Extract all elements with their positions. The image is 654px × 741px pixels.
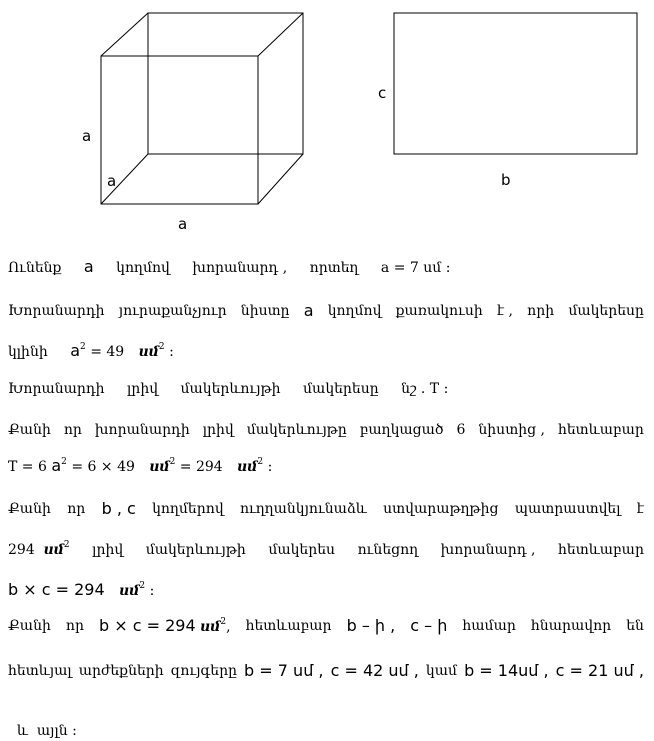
p4-l2-end: : xyxy=(267,459,273,475)
p5-word: ուղղանկյունաձև xyxy=(239,501,367,517)
p5-word-vars: b , c xyxy=(101,499,136,518)
p5-l2-num: 294 xyxy=(8,542,35,558)
cube-front-face xyxy=(101,56,258,204)
p1-line xyxy=(8,257,646,278)
p5-l3-sup: 2 xyxy=(139,581,146,591)
cube-edge-bottom-right xyxy=(258,154,303,204)
p5-l3-end: : xyxy=(149,583,155,599)
p5-word: կողմերով xyxy=(152,501,224,517)
p2-l2-end: : xyxy=(169,344,174,360)
p3-word: նշ . T : xyxy=(401,381,449,397)
p4-l2-sup2: 2 xyxy=(257,457,264,467)
p4-l2-a: T = 6 xyxy=(8,459,47,475)
p6-word: հետևաբար xyxy=(245,618,332,634)
p6-word-var: c – ի xyxy=(410,616,448,635)
p4-line2 xyxy=(8,456,646,477)
cube-edge-top-left xyxy=(101,13,148,56)
cube-label-depth: a xyxy=(107,172,117,190)
p2-word-var: a xyxy=(303,301,314,320)
p6-l3: և այլն : xyxy=(16,723,77,739)
p5-line1 xyxy=(8,499,644,519)
p5-word: որ xyxy=(67,501,86,517)
p5-line3 xyxy=(8,580,646,601)
p3-word: մակերևույթի xyxy=(180,381,281,397)
cube-label-left: a xyxy=(82,127,92,145)
p6-word: Քանի xyxy=(8,618,51,634)
p4-word: խորանարդի xyxy=(94,422,190,438)
p2-l2-unit: սմ xyxy=(138,344,159,360)
p5-word: ստվարաթղթից xyxy=(383,501,499,517)
p6-word: որ xyxy=(65,618,84,634)
p5-l2-unit: սմ xyxy=(43,542,64,558)
p6-l2-word: զույգերը xyxy=(170,663,237,679)
p5-word: պատրաստվել xyxy=(514,501,621,517)
p4-word: լրիվ xyxy=(202,422,234,438)
p6-word: են xyxy=(626,618,644,634)
p2-word: է , xyxy=(496,303,513,319)
p5-l2-word: մակերես xyxy=(268,542,336,558)
p6-l2-word: հետևյալ xyxy=(8,663,72,679)
p2-word: որի xyxy=(527,303,555,319)
p6-line3 xyxy=(8,701,646,741)
p2-word: քառակուսի xyxy=(395,303,483,319)
p6-unit-group xyxy=(99,616,231,637)
figures xyxy=(0,0,654,240)
p3-word: լրիվ xyxy=(127,381,159,397)
p4-word: նիստից , xyxy=(478,422,545,438)
p4-l2-unit2: սմ xyxy=(237,459,258,475)
p6-l2-val: c = 42 սմ , xyxy=(330,661,419,680)
p6-unit-sup: 2 xyxy=(220,617,227,627)
p6-l2-word: արժեքների xyxy=(78,663,164,679)
p6-word-var: b – ի , xyxy=(346,616,396,635)
p6-l2-word: կամ xyxy=(425,663,457,679)
p4-l2-b: = 6 × 49 xyxy=(71,459,135,475)
p4-word: որ xyxy=(63,422,82,438)
p3-word: Խորանարդի xyxy=(8,381,105,397)
p6-l2-val: b = 7 սմ , xyxy=(244,661,324,680)
p5-l2-word: հետևաբար xyxy=(558,542,644,558)
p1-w1: Ունենք xyxy=(8,260,62,276)
p2-l2-unit-sup: 2 xyxy=(158,342,165,352)
p1-w3: խորանարդ , xyxy=(192,260,288,276)
p4-l2-var: a xyxy=(51,456,62,475)
p5-l3-unit: սմ xyxy=(119,583,140,599)
p2-l2-pre: կլինի xyxy=(8,344,48,360)
rect-label-bottom: b xyxy=(501,171,511,189)
cube-label-bottom: a xyxy=(178,215,188,233)
p4-word: 6 xyxy=(456,422,466,438)
p1-w2: կողմով xyxy=(116,260,170,276)
p1-eq: a = 7 սմ : xyxy=(380,260,451,276)
p4-word: մակերևույթը xyxy=(246,422,347,438)
p2-word: մակերեսը xyxy=(568,303,644,319)
p1-w4: որտեղ xyxy=(309,260,359,276)
p5-l3-expr: b × c = 294 xyxy=(8,580,105,599)
p3-word: մակերեսը xyxy=(303,381,379,397)
p2-word: Խորանարդի xyxy=(8,303,105,319)
p2-l2-var: a xyxy=(70,341,80,360)
p5-line2 xyxy=(8,540,644,560)
p4-l2-sup1: 2 xyxy=(169,457,176,467)
p1-var: a xyxy=(83,257,94,276)
p4-word: հետևաբար xyxy=(557,422,644,438)
p2-word: կողմով xyxy=(327,303,382,319)
p5-l2-word: խորանարդ , xyxy=(440,542,536,558)
p5-l2-word: լրիվ xyxy=(92,542,124,558)
cube-figure xyxy=(101,13,303,204)
p2-l2-sup: 2 xyxy=(80,342,86,352)
p6-line2 xyxy=(8,661,644,681)
p4-word: Քանի xyxy=(8,422,51,438)
p6-word: համար xyxy=(462,618,516,634)
p2-word: նիստը xyxy=(240,303,290,319)
p4-l2-c: = 294 xyxy=(179,459,223,475)
p6-expr: b × c = 294 xyxy=(99,616,196,635)
p6-unit: սմ xyxy=(200,619,221,635)
p2-line2 xyxy=(8,341,646,362)
p5-l2-num-group xyxy=(8,540,70,560)
rect-label-left: c xyxy=(378,84,387,102)
cube-edge-top-right xyxy=(258,13,303,56)
p3-line xyxy=(8,379,646,399)
p2-word: յուրաքանչյուր xyxy=(118,303,227,319)
p2-line1 xyxy=(8,301,644,321)
p6-comma: , xyxy=(226,619,231,635)
p5-l2-word: մակերևույթի xyxy=(145,542,246,558)
p6-l2-val: c = 21 սմ , xyxy=(555,661,644,680)
p5-l2-word: ունեցող xyxy=(357,542,419,558)
p6-l2-val: b = 14սմ , xyxy=(464,661,549,680)
p5-word: է xyxy=(636,501,644,517)
p4-line1 xyxy=(8,420,644,440)
p6-word: հնարավոր xyxy=(530,618,612,634)
p2-l2-eq: = 49 xyxy=(90,344,125,360)
p5-word: Քանի xyxy=(8,501,51,517)
p4-l2-sup: 2 xyxy=(61,457,67,467)
rectangle-figure xyxy=(394,13,637,154)
p4-l2-unit1: սմ xyxy=(149,459,170,475)
cube-back-face xyxy=(148,13,303,154)
p5-l2-sup: 2 xyxy=(63,540,70,550)
p4-word: բաղկացած xyxy=(359,422,444,438)
p6-line1 xyxy=(8,616,644,637)
